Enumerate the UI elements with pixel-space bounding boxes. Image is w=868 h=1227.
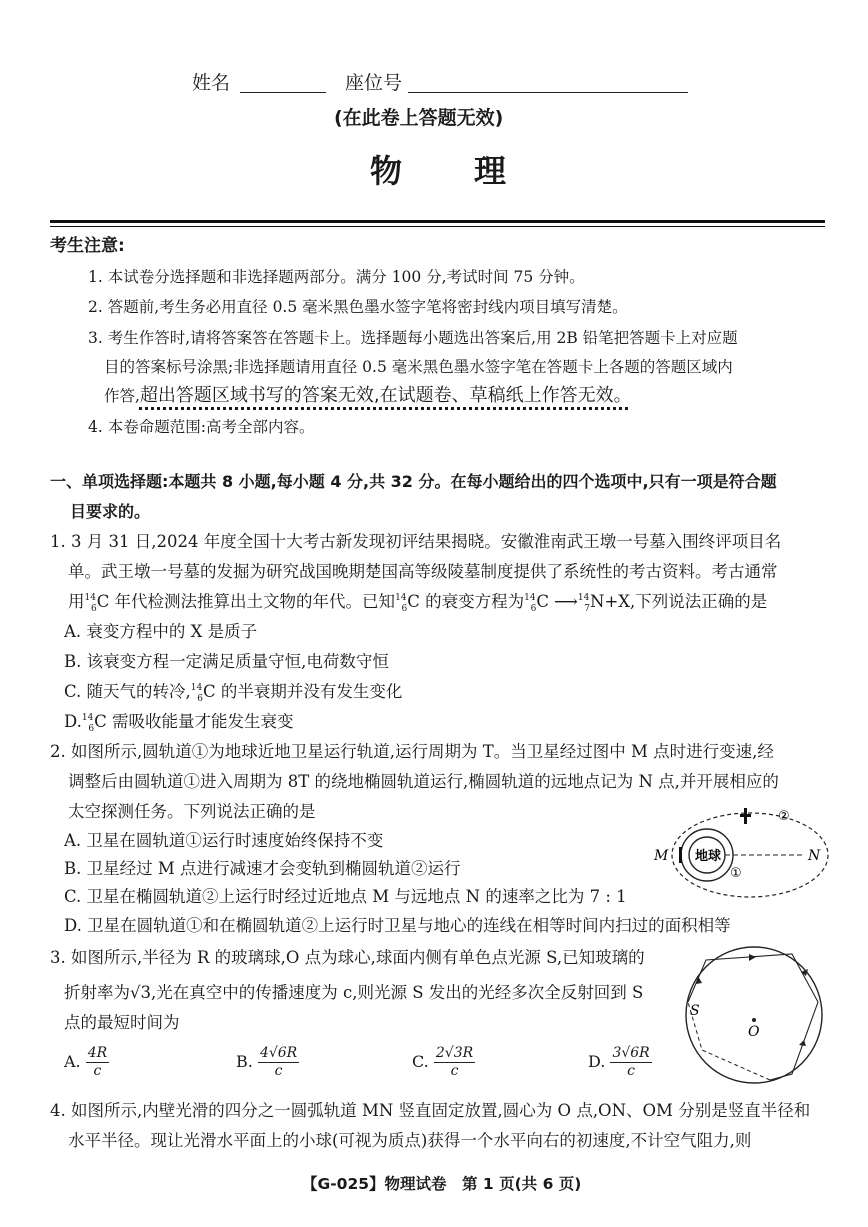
- name-blank[interactable]: [240, 92, 326, 93]
- c14-charge: 6: [530, 604, 537, 614]
- q3-option-c-fraction: [434, 1045, 475, 1080]
- q3-option-c[interactable]: [412, 1045, 475, 1080]
- point-n-label: N: [808, 848, 821, 864]
- q2-option-d[interactable]: D. 卫星在圆轨道①和在椭圆轨道②上运行时卫星与地心的连线在相等时间内扫过的面积相等: [64, 916, 731, 935]
- q3-option-b-fraction: [258, 1045, 299, 1080]
- q1-option-d[interactable]: [64, 711, 293, 736]
- frac-numerator: 4R: [87, 1045, 108, 1061]
- center-point: [752, 1018, 756, 1022]
- q1-line3-e: N+X,下列说法正确的是: [590, 592, 768, 611]
- q1-option-d-b: C 需吸收能量才能发生衰变: [94, 712, 294, 731]
- c14-mass: 14: [81, 713, 94, 723]
- invalid-note: (在此卷上答题无效): [334, 107, 504, 129]
- c14-mass: 14: [84, 593, 96, 603]
- glass-sphere-diagram: [682, 940, 832, 1090]
- arrow-icon: [799, 1040, 806, 1046]
- q3-line1: 3. 如图所示,半径为 R 的玻璃球,O 点为球心,球面内侧有单色点光源 S,已知玻璃的: [50, 948, 645, 967]
- satellite-m-marker: [679, 847, 682, 863]
- frac-numerator: 2√3R: [435, 1045, 474, 1061]
- q3-line3: 点的最短时间为: [64, 1013, 180, 1032]
- name-label: 姓名: [192, 72, 231, 94]
- notice-item-3-end: [104, 385, 632, 407]
- header-rule-thin: [50, 226, 825, 227]
- q1-option-b[interactable]: B. 该衰变方程一定满足质量守恒,电荷数守恒: [64, 652, 389, 671]
- seat-blank[interactable]: [408, 92, 688, 93]
- q4-line1: 4. 如图所示,内壁光滑的四分之一圆弧轨道 MN 竖直固定放置,圆心为 O 点,ON、OM 分别是竖直半径和: [50, 1101, 811, 1120]
- section1-title: 一、单项选择题:本题共 8 小题,每小题 4 分,共 32 分。在每小题给出的四个选项中,只有一项是符合题: [50, 472, 777, 491]
- q3-option-d-label: D.: [588, 1052, 606, 1071]
- q4-line2: 水平半径。现让光滑水平面上的小球(可视为质点)获得一个水平向右的初速度,不计空气阻力,则: [68, 1131, 752, 1150]
- q3-option-b[interactable]: [236, 1045, 299, 1080]
- frac-denominator: c: [274, 1063, 283, 1079]
- notice-emphasis: 超出答题区域书写的答案无效,在试题卷、草稿纸上作答无效。: [139, 385, 632, 406]
- q2-option-c[interactable]: C. 卫星在椭圆轨道②上运行时经过近地点 M 与远地点 N 的速率之比为 7 : 1: [64, 887, 627, 906]
- c14-mass: 14: [190, 683, 203, 693]
- q1-option-d-a: D.: [64, 712, 82, 731]
- light-path-dashed: [688, 1002, 770, 1080]
- q1-line2: 单。武王墩一号墓的发掘为研究战国晚期楚国高等级陵墓制度提供了系统性的考古资料。考古通常: [68, 562, 778, 581]
- frac-numerator: 4√6R: [259, 1045, 298, 1061]
- arrow-icon: [749, 954, 756, 961]
- subject-title: 物 理: [370, 152, 527, 190]
- notice-item-4: 4. 本卷命题范围:高考全部内容。: [88, 418, 315, 436]
- c14-charge: 6: [88, 724, 95, 734]
- q3-option-b-label: B.: [236, 1052, 253, 1071]
- point-m-label: M: [654, 848, 669, 864]
- n14-mass: 14: [577, 593, 590, 603]
- notice-item-2: 2. 答题前,考生务必用直径 0.5 毫米黑色墨水签字笔将密封线内项目填写清楚。: [88, 298, 628, 316]
- satellite-top-marker-bar: [740, 814, 751, 817]
- orbit-1-label: ①: [730, 866, 742, 881]
- point-s-label: S: [690, 1003, 700, 1019]
- q3-option-d-fraction: [610, 1045, 651, 1080]
- orbit-2-label: ②: [778, 809, 790, 824]
- earth-label: 地球: [695, 849, 722, 864]
- q1-line3-d: C ⟶: [536, 592, 578, 611]
- q1-line3-b: C 年代检测法推算出土文物的年代。已知: [96, 592, 396, 611]
- q1-line3-c: C 的衰变方程为: [407, 592, 525, 611]
- q3-option-a-label: A.: [64, 1052, 81, 1071]
- q3-option-a-fraction: [86, 1045, 109, 1080]
- orbit-diagram: [650, 800, 830, 910]
- frac-denominator: c: [627, 1063, 635, 1079]
- c14-mass: 14: [524, 593, 536, 603]
- section1-title-cont: 目要求的。: [70, 502, 151, 521]
- q1-option-a[interactable]: A. 衰变方程中的 X 是质子: [64, 622, 258, 641]
- notice-heading: 考生注意:: [50, 236, 125, 256]
- q3-option-a[interactable]: [64, 1045, 109, 1080]
- q1-option-c[interactable]: [64, 681, 402, 706]
- c14-charge: 6: [197, 694, 203, 704]
- header-rule-thick: [50, 220, 825, 223]
- q2-line2: 调整后由圆轨道①进入周期为 8T 的绕地椭圆轨道运行,椭圆轨道的远地点记为 N 点,并开展相应的: [68, 772, 779, 791]
- q1-option-c-b: C 的半衰期并没有发生变化: [202, 682, 403, 701]
- c14-charge: 6: [401, 604, 408, 614]
- c14-charge: 6: [90, 604, 97, 614]
- q2-option-a[interactable]: A. 卫星在圆轨道①运行时速度始终保持不变: [64, 831, 384, 850]
- frac-denominator: c: [93, 1063, 102, 1079]
- q3-option-d[interactable]: [588, 1045, 652, 1080]
- q1-option-c-a: C. 随天气的转冷,: [64, 682, 191, 701]
- point-o-label: O: [748, 1024, 760, 1040]
- c14-mass: 14: [395, 593, 407, 603]
- notice-item-3: 3. 考生作答时,请将答案答在答题卡上。选择题每小题选出答案后,用 2B 铅笔把答题卡上对应题: [88, 329, 738, 347]
- q2-option-b[interactable]: B. 卫星经过 M 点进行减速才会变轨到椭圆轨道②运行: [64, 859, 461, 878]
- q1-line3: [68, 591, 767, 616]
- notice-item-3-cont: 目的答案标号涂黑;非选择题请用直径 0.5 毫米黑色墨水签字笔在答题卡上各题的答题区域内: [104, 358, 733, 376]
- q1-line3-a: 用: [68, 592, 85, 611]
- frac-numerator: 3√6R: [612, 1045, 650, 1061]
- q3-option-c-label: C.: [412, 1052, 429, 1071]
- q2-line3: 太空探测任务。下列说法正确的是: [68, 802, 316, 821]
- sphere-circle: [686, 947, 822, 1083]
- light-path: [688, 954, 818, 1080]
- page-footer: 【G-025】物理试卷 第 1 页(共 6 页): [302, 1175, 582, 1193]
- q3-line2: 折射率为√3,光在真空中的传播速度为 c,则光源 S 发出的光经多次全反射回到 S: [64, 983, 644, 1002]
- frac-denominator: c: [450, 1063, 459, 1079]
- notice-item-1: 1. 本试卷分选择题和非选择题两部分。满分 100 分,考试时间 75 分钟。: [88, 268, 585, 286]
- seat-label: 座位号: [345, 72, 403, 94]
- notice-item-3-end-a: 作答,: [104, 387, 140, 405]
- n14-charge: 7: [584, 604, 591, 614]
- q2-line1: 2. 如图所示,圆轨道①为地球近地卫星运行轨道,运行周期为 T。当卫星经过图中 M 点时进行变速,经: [50, 742, 774, 761]
- q1-line1: 1. 3 月 31 日,2024 年度全国十大考古新发现初评结果揭晓。安徽淮南武王墩一号墓入围终评项目名: [50, 532, 782, 551]
